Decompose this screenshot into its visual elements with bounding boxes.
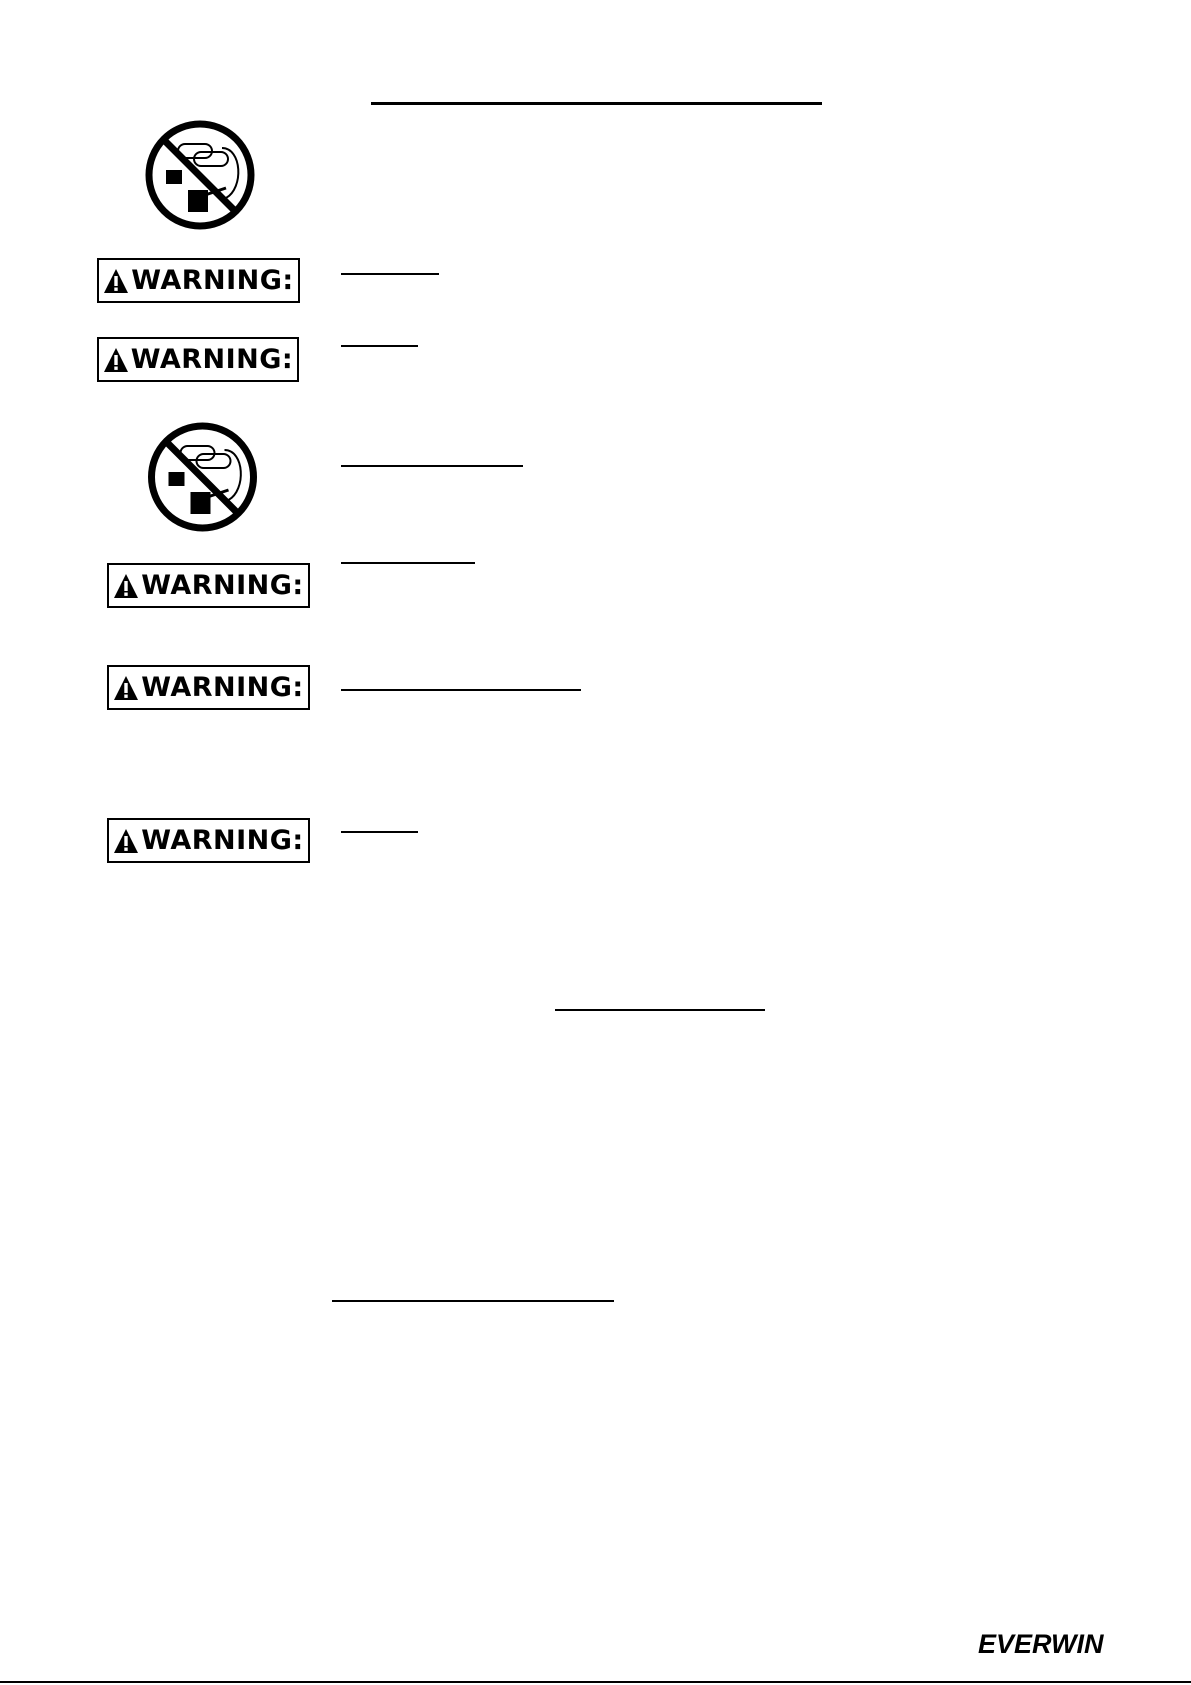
alert-triangle-icon bbox=[103, 268, 129, 294]
section-title-underline bbox=[555, 1009, 765, 1011]
alert-triangle-icon bbox=[113, 828, 139, 854]
page-bottom-border bbox=[0, 1681, 1191, 1683]
warning-label: WARNING: bbox=[141, 570, 304, 601]
no-oxygen-cylinder-prohibition-icon bbox=[146, 420, 259, 534]
warning-badge bbox=[107, 818, 310, 863]
section-heading-underline bbox=[341, 465, 523, 467]
section-title-underline bbox=[332, 1300, 614, 1302]
brand-logo: EVERWIN bbox=[978, 1629, 1104, 1659]
section-heading-underline bbox=[341, 689, 581, 691]
section-heading-underline bbox=[341, 831, 418, 833]
alert-triangle-icon bbox=[113, 675, 139, 701]
warning-label: WARNING: bbox=[141, 672, 304, 703]
alert-triangle-icon bbox=[113, 573, 139, 599]
warning-badge bbox=[107, 665, 310, 710]
section-heading-underline bbox=[341, 273, 439, 275]
warning-badge bbox=[97, 258, 300, 303]
warning-badge bbox=[107, 563, 310, 608]
warning-label: WARNING: bbox=[141, 825, 304, 856]
warning-badge bbox=[97, 337, 299, 382]
warning-label: WARNING: bbox=[130, 344, 294, 375]
warning-label: WARNING: bbox=[131, 265, 294, 296]
no-oxygen-cylinder-prohibition-icon bbox=[144, 118, 256, 232]
alert-triangle-icon bbox=[103, 347, 129, 373]
section-heading-underline bbox=[341, 562, 475, 564]
title-underline bbox=[371, 102, 822, 105]
section-heading-underline bbox=[341, 345, 418, 347]
